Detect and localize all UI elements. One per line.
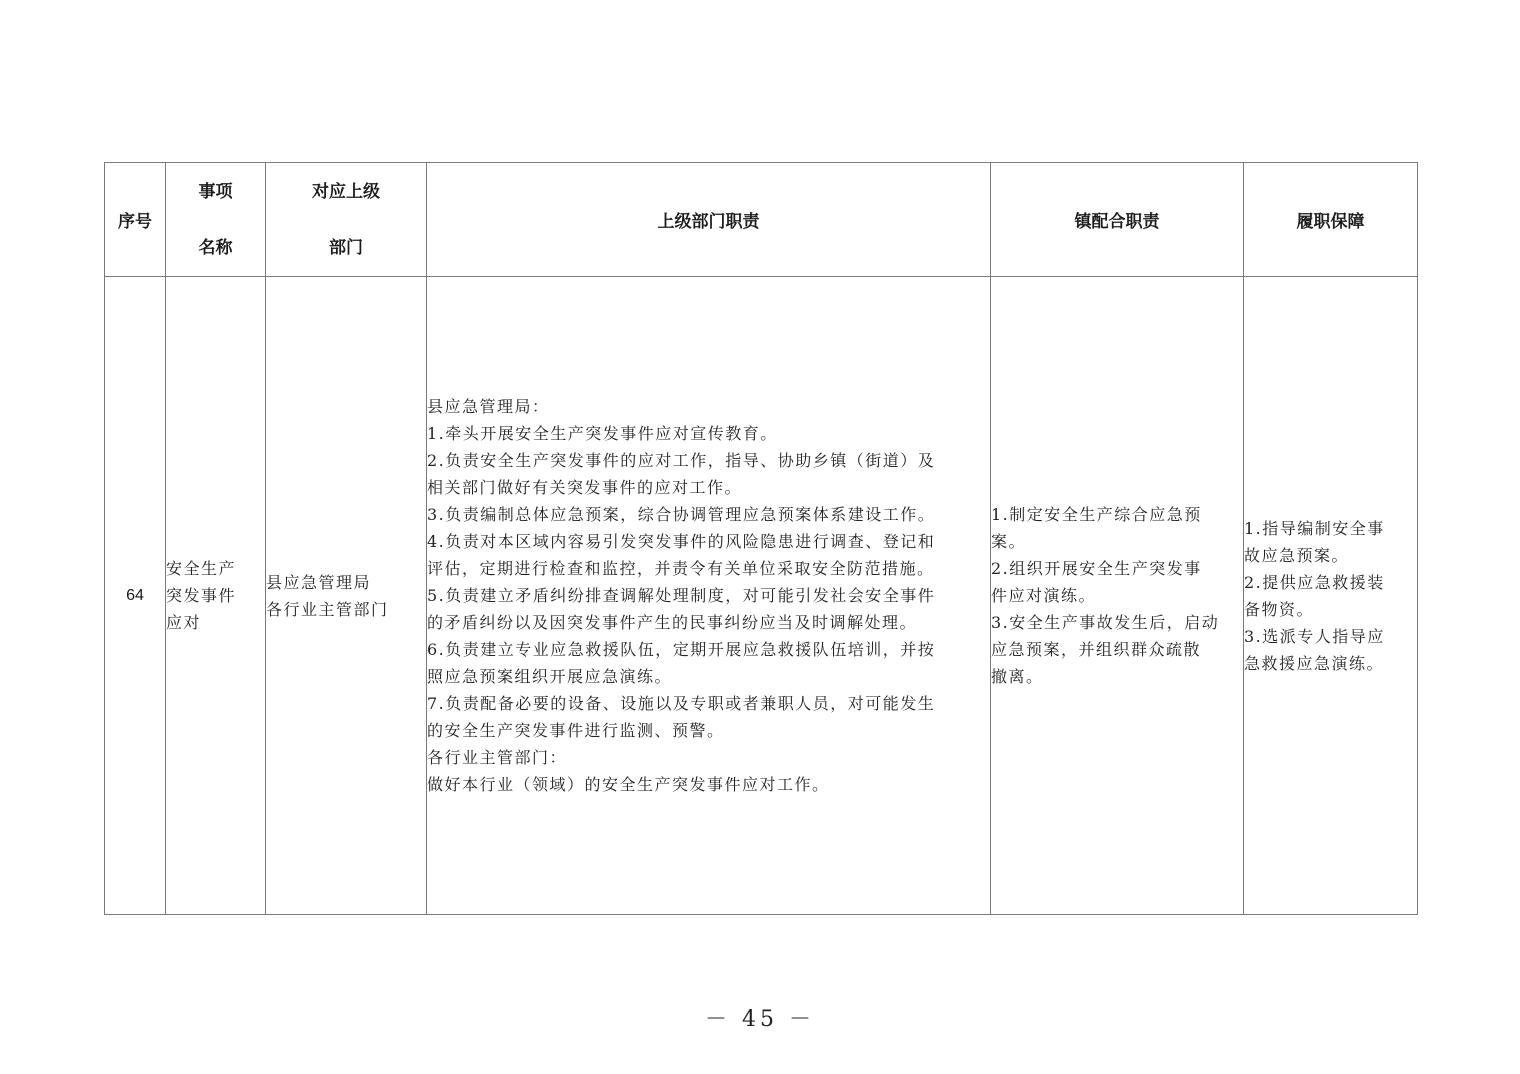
guarantee-line: 3.选派专人指导应 bbox=[1244, 626, 1385, 646]
guarantee-line: 2.提供应急救援装 bbox=[1244, 572, 1385, 592]
duty-line: 县应急管理局： bbox=[427, 397, 550, 416]
item-name-line: 应对 bbox=[166, 613, 202, 632]
cell-departments bbox=[266, 277, 427, 915]
town-duty-line: 3.安全生产事故发生后，启动 bbox=[991, 613, 1220, 632]
duty-line: 做好本行业（领域）的安全生产突发事件应对工作。 bbox=[427, 775, 830, 794]
header-superior-duty: 上级部门职责 bbox=[427, 163, 991, 277]
header-town-duty: 镇配合职责 bbox=[991, 163, 1244, 277]
header-item-name-line2: 名称 bbox=[198, 237, 233, 258]
header-dept-line1: 对应上级 bbox=[312, 181, 380, 202]
cell-superior-duty bbox=[427, 277, 991, 915]
header-superior-dept bbox=[266, 163, 427, 277]
town-duty-line: 件应对演练。 bbox=[991, 586, 1097, 605]
item-name-line: 安全生产 bbox=[166, 559, 237, 578]
cell-guarantee bbox=[1244, 277, 1418, 915]
town-duty-line: 1.制定安全生产综合应急预 bbox=[991, 505, 1202, 524]
table-header-row bbox=[105, 163, 1418, 277]
item-name-line: 突发事件 bbox=[166, 586, 237, 605]
duty-line: 相关部门做好有关突发事件的应对工作。 bbox=[427, 478, 743, 497]
page-number: － 45 － bbox=[705, 1007, 815, 1032]
duty-line: 3.负责编制总体应急预案，综合协调管理应急预案体系建设工作。 bbox=[427, 505, 936, 524]
guarantee-line: 故应急预案。 bbox=[1244, 545, 1350, 565]
duty-line: 6.负责建立专业应急救援队伍，定期开展应急救援队伍培训，并按 bbox=[427, 640, 936, 659]
duty-line: 4.负责对本区域内容易引发突发事件的风险隐患进行调查、登记和 bbox=[427, 532, 936, 551]
duty-line: 的安全生产突发事件进行监测、预警。 bbox=[427, 721, 725, 740]
table-row bbox=[105, 277, 1418, 915]
header-item-name bbox=[166, 163, 266, 277]
cell-town-duty bbox=[991, 277, 1244, 915]
responsibility-table bbox=[104, 162, 1418, 915]
department-line: 各行业主管部门 bbox=[266, 599, 389, 619]
duty-line: 5.负责建立矛盾纠纷排查调解处理制度，对可能引发社会安全事件 bbox=[427, 586, 936, 605]
duty-line: 照应急预案组织开展应急演练。 bbox=[427, 667, 673, 686]
header-dept-line2: 部门 bbox=[329, 237, 363, 258]
town-duty-line: 应急预案，并组织群众疏散 bbox=[991, 640, 1202, 659]
department-line: 县应急管理局 bbox=[266, 572, 372, 592]
town-duty-line: 2.组织开展安全生产突发事 bbox=[991, 559, 1202, 578]
duty-line: 1.牵头开展安全生产突发事件应对宣传教育。 bbox=[427, 424, 778, 443]
header-guarantee: 履职保障 bbox=[1244, 163, 1418, 277]
town-duty-line: 案。 bbox=[991, 532, 1027, 551]
guarantee-line: 急救援应急演练。 bbox=[1244, 653, 1385, 673]
duty-line: 7.负责配备必要的设备、设施以及专职或者兼职人员，对可能发生 bbox=[427, 694, 936, 713]
duty-line: 2.负责安全生产突发事件的应对工作，指导、协助乡镇（街道）及 bbox=[427, 451, 936, 470]
duty-line: 各行业主管部门： bbox=[427, 748, 568, 767]
guarantee-line: 备物资。 bbox=[1244, 599, 1315, 619]
duty-line: 的矛盾纠纷以及因突发事件产生的民事纠纷应当及时调解处理。 bbox=[427, 613, 918, 632]
town-duty-line: 撤离。 bbox=[991, 667, 1044, 686]
header-item-name-line1: 事项 bbox=[198, 181, 233, 202]
guarantee-line: 1.指导编制安全事 bbox=[1244, 518, 1385, 538]
cell-seq: 64 bbox=[105, 277, 166, 915]
cell-item-name bbox=[166, 277, 266, 915]
header-seq: 序号 bbox=[105, 163, 166, 277]
duty-line: 评估，定期进行检查和监控，并责令有关单位采取安全防范措施。 bbox=[427, 559, 935, 578]
